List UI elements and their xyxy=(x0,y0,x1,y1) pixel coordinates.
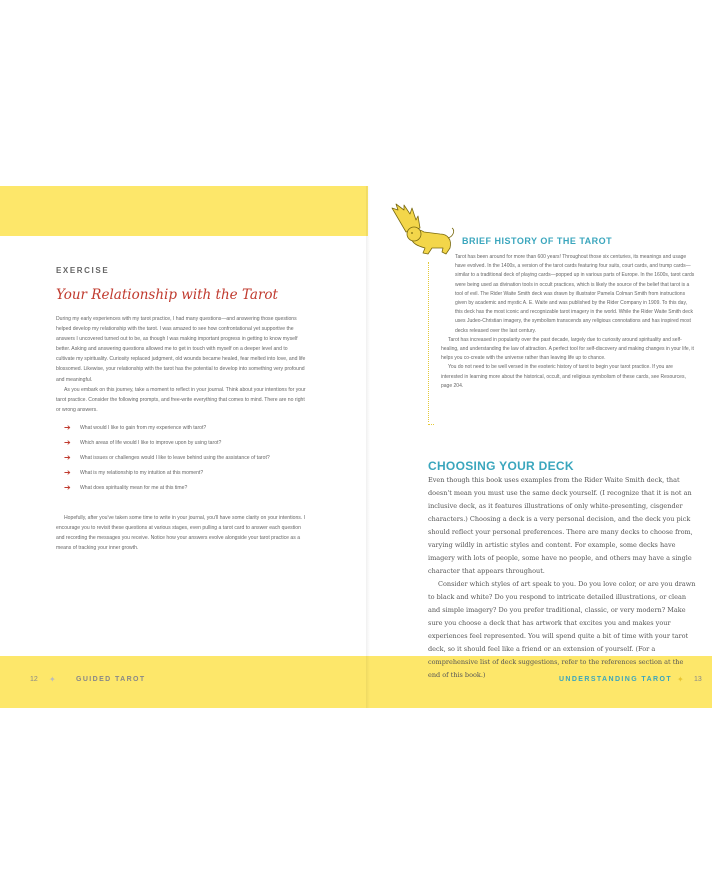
page-title: Your Relationship with the Tarot xyxy=(56,287,278,303)
arrow-right-icon: ➔ xyxy=(64,437,71,447)
intro-text xyxy=(56,314,306,415)
arrow-right-icon: ➔ xyxy=(64,422,71,432)
history-paragraph: Tarot has increased in popularity over the past decade, largely due to curiosity around spirituality and self-healing, and understanding the law of attraction. A perfect tool for self-discovery and making changes in your life, it helps you co-create with the universe rather than leaving life up to chance. xyxy=(441,336,694,362)
section-label: EXERCISE xyxy=(56,266,110,275)
prompt-list xyxy=(64,423,304,498)
choosing-paragraph: Consider which styles of art speak to you. Do you love color, or are you drawn to black and white? Do you respond to intricate detailed illustrations, or clean and simple imagery? Do you prefer traditional, classic, or very modern? Make sure you choose a deck that has artwork that excites you and makes your experiences feel represented. You will spend quite a bit of time with your tarot deck, so it should feel like a friend or an extension of yourself. (For a comprehensive list of deck suggestions, refer to the references section at the end of this book.) xyxy=(428,580,696,679)
star-icon: ✦ xyxy=(49,675,58,684)
top-yellow-band xyxy=(0,186,368,236)
choosing-heading: CHOOSING YOUR DECK xyxy=(428,459,574,473)
folio-label-right: UNDERSTANDING TAROT xyxy=(558,676,672,683)
closing-text xyxy=(56,513,306,553)
closing-paragraph: Hopefully, after you've taken some time to write in your journal, you'll have some clarity on your intentions. I encourage you to revisit these questions at various stages, even pulling a tarot card to answer each question and recording the messages you receive. Notice how your answers evolve alongside your tarot practice as a means of tracking your inner growth. xyxy=(56,515,306,552)
history-paragraph: Tarot has been around for more than 600 years! Throughout those six centuries, its meanings and usage have evolved. In the 1400s, a version of the tarot cards featuring four suits, court cards, and trump cards—similar to a traditional deck of playing cards—popped up in various parts of Europe. In the 1600s, tarot cards were being used as divination tools in occult practices, which is likely the source of the belief that tarot is a tool of evil. The Rider Waite Smith deck was drawn by illustrator Pamela Colman Smith from instructions given by academic and mystic A. E. Waite and was published by the Rider Company in 1909. To this day, this deck has the most iconic and recognizable tarot imagery in the world. While the Rider Waite Smith deck uses Judeo-Christian imagery, the symbolism transcends any religious connotations and has inspired most decks released over the last century. xyxy=(455,254,695,334)
prompt-text: What is my relationship to my intuition at this moment? xyxy=(80,470,204,477)
choosing-text xyxy=(428,474,696,682)
arrow-right-icon: ➔ xyxy=(64,482,71,492)
list-item xyxy=(64,483,304,493)
intro-paragraph: As you embark on this journey, take a moment to reflect in your journal. Think about your intentions for your tarot practice. Consider the following prompts, and free-write everything that comes to mind. There are no right or wrong answers. xyxy=(56,386,306,413)
history-heading: BRIEF HISTORY OF THE TAROT xyxy=(462,236,613,246)
prompt-text: What does spirituality mean for me at this time? xyxy=(80,485,188,492)
prompt-text: What would I like to gain from my experience with tarot? xyxy=(80,425,207,431)
arrow-right-icon: ➔ xyxy=(64,452,71,462)
list-item xyxy=(64,453,304,463)
list-item xyxy=(64,423,304,433)
prompt-text: Which areas of life would I like to improve upon by using tarot? xyxy=(80,440,222,447)
arrow-right-icon: ➔ xyxy=(64,467,71,477)
dotted-rule xyxy=(428,424,434,425)
dotted-rule xyxy=(428,262,429,422)
page-gutter xyxy=(366,186,370,708)
page-number-left: 12 xyxy=(30,676,38,683)
folio-label-left: GUIDED TAROT xyxy=(76,676,146,683)
star-icon: ✦ xyxy=(677,675,686,684)
choosing-paragraph: Even though this book uses examples from the Rider Waite Smith deck, that doesn't mean you must use the same deck yourself. (I recognize that it is not an inclusive deck, as it features illustrations of only white-presenting, cisgender characters.) Choosing a deck is a very personal decision, and the deck you pick should reflect your personal preferences. There are many decks to choose from, varying wildly in artistic styles and content. For example, some decks have imagery with lots of people, some have no people, and others may have a single character that appears throughout. xyxy=(428,476,693,575)
prompt-text: What issues or challenges would I like to leave behind using the assistance of tarot? xyxy=(80,455,270,462)
intro-paragraph: During my early experiences with my tarot practice, I had many questions—and answering those questions helped develop my relationship with the tarot. I was amazed to see how confrontational yet supportive the answers I uncovered turned out to be, as though I was making important progress in getting to know myself better. Asking and answering questions allowed me to get in touch with myself on a deeper level and to cultivate my spirituality. Curiosity replaced judgment, old wounds became healed, fear melted into love, and life blossomed. Likewise, your relationship with the tarot has the potential to develop into something very profound and meaningful. xyxy=(56,316,306,383)
history-paragraph: You do not need to be well versed in the esoteric history of tarot to begin your tarot practice. If you are interested in learning more about the historical, occult, and religious symbolism of these cards, see Resources, page 204. xyxy=(441,364,686,389)
list-item xyxy=(64,438,304,448)
page-number-right: 13 xyxy=(694,676,702,683)
history-text xyxy=(441,253,696,391)
list-item xyxy=(64,468,304,478)
